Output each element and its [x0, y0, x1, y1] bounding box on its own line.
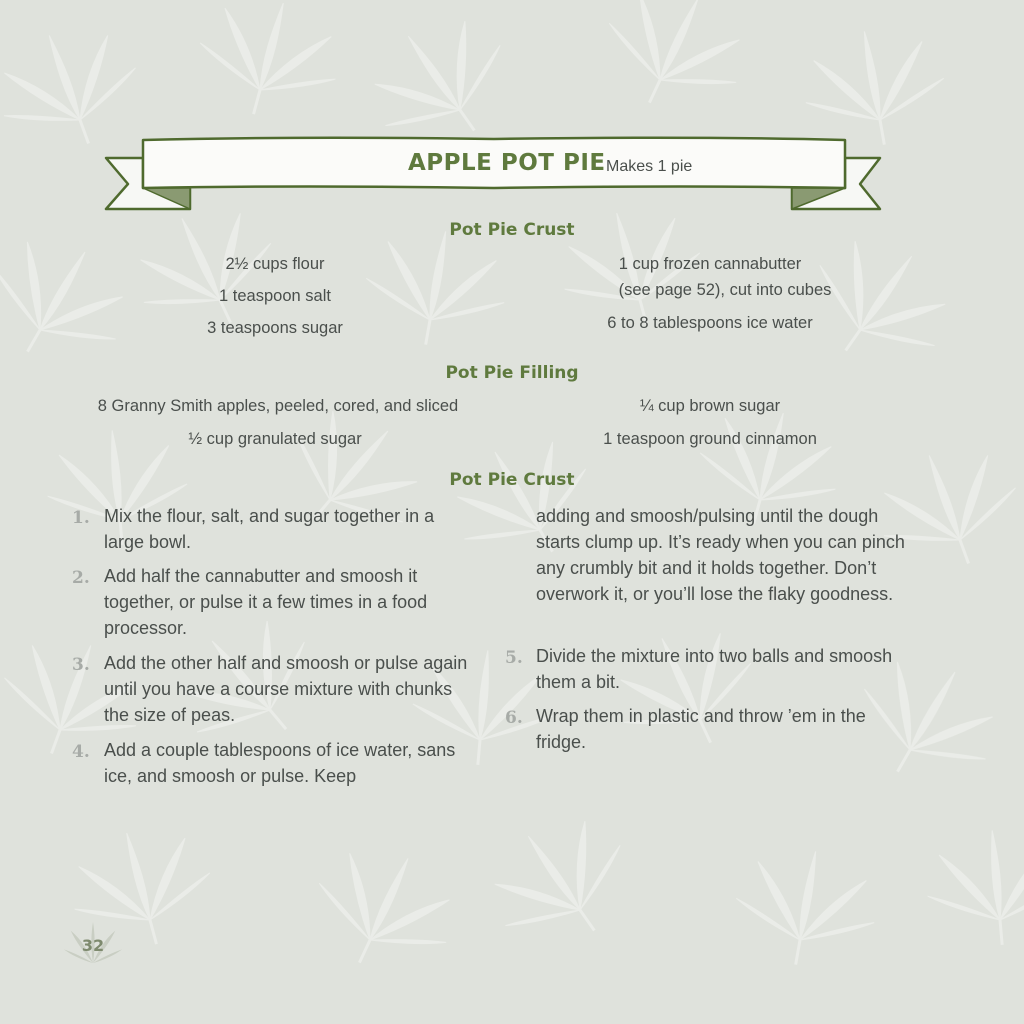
- step-number: 1.: [72, 508, 90, 528]
- ingredient-granulated-sugar: ½ cup granulated sugar: [188, 430, 362, 448]
- ingredient-salt: 1 teaspoon salt: [219, 287, 331, 305]
- step-text: Add a couple tablespoons of ice water, sans ice, and smoosh or pulse. Keep: [104, 740, 456, 786]
- ingredient-sugar: 3 teaspoons sugar: [207, 319, 343, 337]
- ingredient-cannabutter-note: (see page 52), cut into cubes: [618, 281, 832, 299]
- step-text: Mix the flour, salt, and sugar together in a large bowl.: [104, 506, 435, 552]
- recipe-title: APPLE POT PIE: [408, 150, 606, 176]
- step-text-continued: adding and smoosh/pulsing until the dough starts clump up. It’s ready when you can pinch any crumbly bit and it holds together. Don’t overwork it, or you’ll lose the flaky goodness.: [536, 506, 905, 604]
- filling-heading: Pot Pie Filling: [445, 363, 579, 383]
- page-number: 32: [81, 936, 105, 955]
- step-text: Add half the cannabutter and smoosh it together, or pulse it a few times in a food processor.: [104, 566, 428, 638]
- ingredient-cannabutter: 1 cup frozen cannabutter: [618, 255, 802, 273]
- ingredient-cinnamon: 1 teaspoon ground cinnamon: [603, 430, 817, 448]
- step-text: Divide the mixture into two balls and smoosh them a bit.: [536, 646, 893, 692]
- step-number: 6.: [505, 708, 523, 728]
- step-number: 2.: [72, 568, 90, 588]
- steps-heading: Pot Pie Crust: [449, 470, 575, 490]
- ingredient-brown-sugar: ¼ cup brown sugar: [639, 397, 781, 415]
- crust-heading: Pot Pie Crust: [449, 220, 575, 240]
- step-number: 5.: [505, 648, 523, 668]
- ingredient-ice-water: 6 to 8 tablespoons ice water: [607, 314, 813, 332]
- step-text: Add the other half and smoosh or pulse again until you have a course mixture with chunks the size of peas.: [104, 653, 468, 725]
- recipe-yield: Makes 1 pie: [606, 158, 693, 175]
- step-number: 4.: [72, 742, 90, 762]
- ingredient-flour: 2½ cups flour: [225, 255, 325, 273]
- step-text: Wrap them in plastic and throw ’em in the fridge.: [536, 706, 866, 752]
- step-number: 3.: [72, 655, 90, 675]
- ingredient-apples: 8 Granny Smith apples, peeled, cored, and sliced: [97, 397, 459, 415]
- ribbon-banner: [0, 0, 1024, 230]
